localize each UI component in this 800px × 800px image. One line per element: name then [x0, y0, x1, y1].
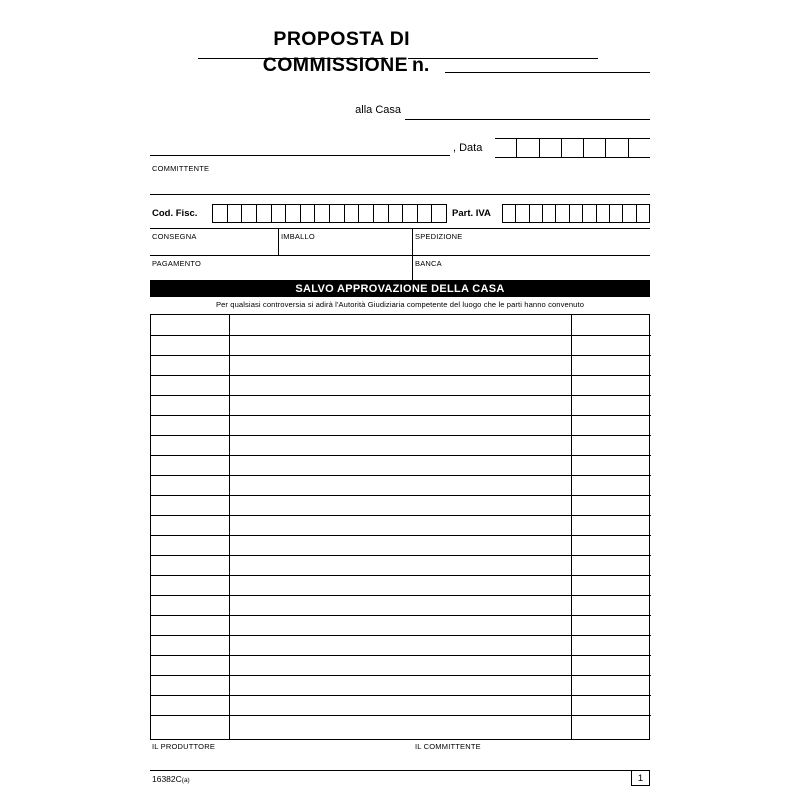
consegna-label: CONSEGNA — [152, 232, 197, 241]
table-row — [151, 435, 651, 436]
cod-fisc-cell[interactable] — [374, 205, 389, 222]
cod-fisc-cell[interactable] — [301, 205, 316, 222]
items-table[interactable] — [150, 314, 650, 740]
cod-fisc-cell[interactable] — [228, 205, 243, 222]
imballo-label: IMBALLO — [281, 232, 315, 241]
table-row — [151, 555, 651, 556]
part-iva-cell[interactable] — [503, 205, 516, 222]
table-row — [151, 615, 651, 616]
date-comb-cell[interactable] — [606, 139, 628, 157]
cod-fisc-cell[interactable] — [345, 205, 360, 222]
client-signature-label: IL COMMITTENTE — [415, 742, 481, 751]
cod-fisc-cell[interactable] — [432, 205, 446, 222]
date-comb-cell[interactable] — [562, 139, 584, 157]
table-row — [151, 395, 651, 396]
form-code-suffix: (a) — [181, 777, 190, 784]
alla-casa-label: alla Casa — [355, 104, 401, 116]
table-row — [151, 475, 651, 476]
table-row — [151, 695, 651, 696]
page-title-line-1: PROPOSTA DI — [273, 28, 410, 50]
part-iva-cell[interactable] — [637, 205, 649, 222]
cod-fisc-cell[interactable] — [389, 205, 404, 222]
cod-fisc-cell[interactable] — [315, 205, 330, 222]
table-row — [151, 655, 651, 656]
cod-fisc-cell[interactable] — [242, 205, 257, 222]
spedizione-label: SPEDIZIONE — [415, 232, 463, 241]
part-iva-cell[interactable] — [530, 205, 543, 222]
table-row — [151, 535, 651, 536]
table-row — [151, 455, 651, 456]
table-row — [151, 715, 651, 716]
tax-ids-row — [150, 202, 650, 226]
table-row — [151, 675, 651, 676]
order-number-label: n. — [412, 54, 430, 76]
table-row — [151, 495, 651, 496]
date-comb-cell[interactable] — [629, 139, 650, 157]
cod-fisc-field[interactable] — [212, 204, 447, 223]
cod-fisc-cell[interactable] — [213, 205, 228, 222]
date-comb-cell[interactable] — [584, 139, 606, 157]
approval-banner: SALVO APPROVAZIONE DELLA CASA — [150, 281, 650, 297]
banca-divider — [412, 256, 413, 282]
form-code — [152, 774, 190, 784]
cod-fisc-cell[interactable] — [418, 205, 433, 222]
part-iva-cell[interactable] — [543, 205, 556, 222]
table-row — [151, 375, 651, 376]
table-row — [151, 355, 651, 356]
part-iva-cell[interactable] — [556, 205, 569, 222]
banca-label: BANCA — [415, 259, 442, 268]
footer-divider — [150, 770, 650, 771]
part-iva-label: Part. IVA — [452, 208, 491, 219]
cod-fisc-cell[interactable] — [257, 205, 272, 222]
title-block — [150, 18, 650, 80]
table-row — [151, 635, 651, 636]
order-number-rule — [445, 72, 650, 73]
date-comb-cell[interactable] — [517, 139, 539, 157]
page-title-line-2: COMMISSIONE — [262, 54, 408, 76]
date-comb-cell[interactable] — [495, 139, 517, 157]
producer-signature-line[interactable] — [198, 58, 388, 59]
producer-signature-label: IL PRODUTTORE — [152, 742, 216, 751]
imballo-divider — [278, 229, 279, 255]
part-iva-cell[interactable] — [623, 205, 636, 222]
table-row — [151, 335, 651, 336]
part-iva-cell[interactable] — [516, 205, 529, 222]
cod-fisc-label: Cod. Fisc. — [152, 208, 198, 219]
page-number-box: 1 — [631, 770, 650, 786]
part-iva-cell[interactable] — [610, 205, 623, 222]
part-iva-field[interactable] — [502, 204, 650, 223]
cod-fisc-cell[interactable] — [286, 205, 301, 222]
form-code-value: 16382C — [152, 774, 182, 784]
cod-fisc-cell[interactable] — [330, 205, 345, 222]
committente-field[interactable] — [150, 194, 650, 195]
order-form — [150, 18, 650, 783]
date-label: , Data — [453, 142, 483, 154]
alla-casa-field[interactable] — [405, 119, 650, 120]
terms-divider — [150, 255, 650, 256]
table-row — [151, 575, 651, 576]
part-iva-cell[interactable] — [597, 205, 610, 222]
cod-fisc-cell[interactable] — [359, 205, 374, 222]
place-field[interactable] — [150, 155, 450, 156]
date-comb-cell[interactable] — [540, 139, 562, 157]
part-iva-cell[interactable] — [583, 205, 596, 222]
alla-casa-row — [150, 102, 650, 124]
table-row — [151, 415, 651, 416]
cod-fisc-cell[interactable] — [403, 205, 418, 222]
jurisdiction-disclaimer: Per qualsiasi controversia si adirà l'Autorità Giudiziaria competente del luogo che le parti hanno convenuto — [215, 300, 585, 309]
client-signature-line[interactable] — [408, 58, 598, 59]
signature-row — [150, 740, 650, 760]
date-comb-field[interactable] — [495, 138, 650, 158]
terms-boxes — [150, 228, 650, 281]
pagamento-label: PAGAMENTO — [152, 259, 202, 268]
table-row — [151, 595, 651, 596]
spedizione-divider — [412, 229, 413, 255]
committente-label: COMMITTENTE — [152, 164, 210, 173]
place-date-row — [150, 136, 650, 162]
part-iva-cell[interactable] — [570, 205, 583, 222]
cod-fisc-cell[interactable] — [272, 205, 287, 222]
table-row — [151, 515, 651, 516]
